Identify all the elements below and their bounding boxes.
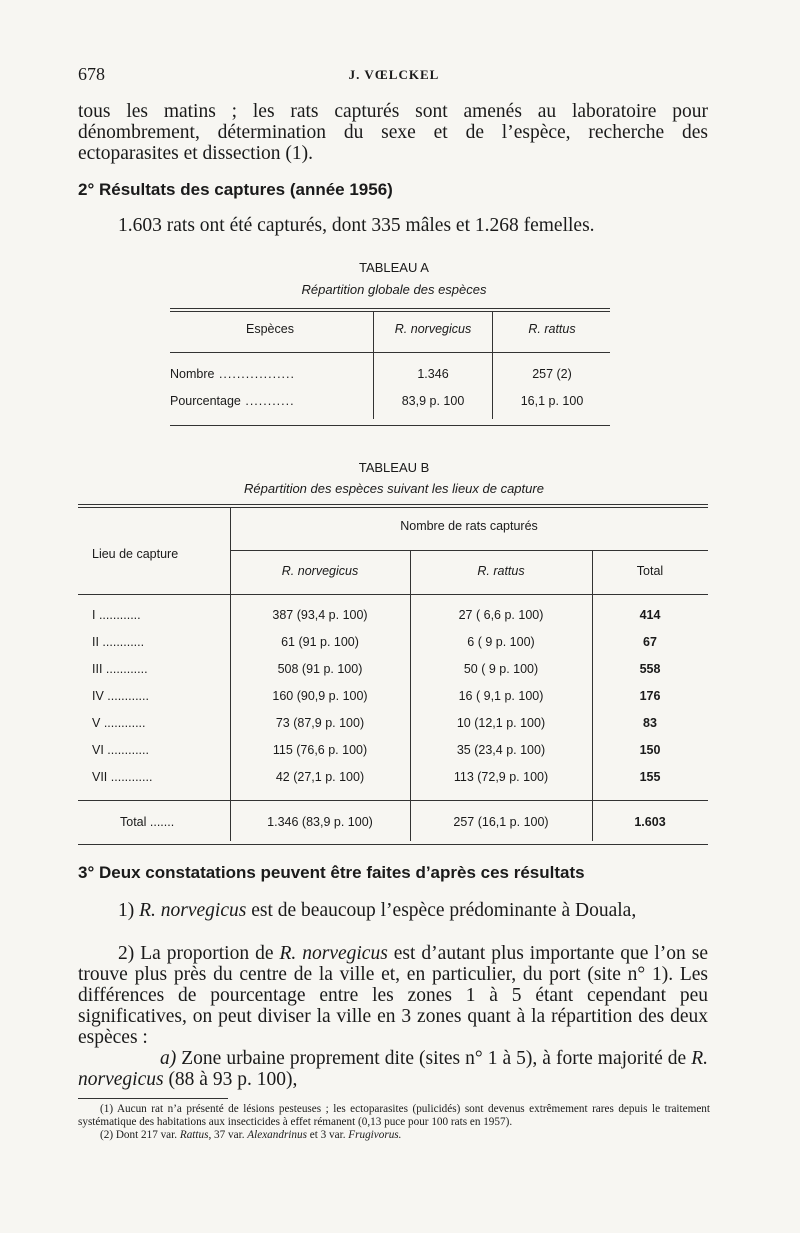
table-b-row-lieu-text: I [92, 608, 96, 622]
paragraph-a [78, 1048, 708, 1090]
page-number: 678 [78, 64, 105, 84]
pa-text-end: (88 à 93 p. 100), [163, 1069, 298, 1090]
table-b-total-label: Total ....... [120, 815, 175, 829]
table-a-cell: 16,1 p. 100 [520, 394, 584, 408]
table-a-rule-bottom [170, 425, 610, 426]
fn2-frugivorus: Frugivorus. [348, 1129, 402, 1141]
fn2-alexandrinus: Alexandrinus [247, 1129, 307, 1141]
table-b-cell-norvegicus: 387 (93,4 p. 100) [272, 608, 368, 622]
table-b-cell-total: 150 [639, 743, 661, 757]
table-a-rule-top2 [170, 311, 610, 312]
table-b-total-total: 1.603 [634, 815, 666, 829]
table-b-row-lieu-text: VI [92, 743, 104, 757]
table-b-title: TABLEAU B [358, 460, 430, 475]
table-a-rule-header [170, 352, 610, 353]
table-b-cell-rattus: 6 ( 9 p. 100) [467, 635, 535, 649]
p1-species: R. norvegicus [139, 900, 247, 921]
table-b-cell-norvegicus: 508 (91 p. 100) [277, 662, 363, 676]
p2-species: R. norvegicus [279, 943, 388, 964]
table-b-header-rattus: R. rattus [477, 564, 525, 578]
fn2-rattus: Rattus, [179, 1129, 212, 1141]
table-b [78, 504, 708, 849]
fn2-text-mid2: et 3 var. [306, 1129, 349, 1141]
table-b-rule-top [78, 504, 708, 505]
table-a-cell: 83,9 p. 100 [401, 394, 465, 408]
table-a-row-label [170, 394, 295, 408]
table-a [170, 308, 610, 430]
footnote-2 [78, 1129, 710, 1142]
table-b-cell-rattus: 10 (12,1 p. 100) [456, 716, 546, 730]
table-b-cell-total: 558 [639, 662, 661, 676]
table-a-title: TABLEAU A [359, 260, 429, 275]
fn2-text: (2) Dont 217 var. [100, 1129, 180, 1141]
p2-text-start: 2) La proportion de [118, 943, 280, 964]
table-a-cell: 1.346 [417, 367, 449, 381]
footnote-1: (1) Aucun rat n’a présenté de lésions pesteuses ; les ectoparasites (pulicidés) sont devenus extrêmement rares depuis le traitement systématique des habitations aux insecticides à effet rémanent (0,13 puce pour 100 rats en 1957). [78, 1103, 710, 1128]
table-b-row-lieu: III ............ [92, 662, 148, 676]
table-a-row-pourcentage-label: Pourcentage [170, 394, 241, 408]
table-b-row-lieu: IV ............ [92, 689, 149, 703]
table-b-cell-norvegicus: 115 (76,6 p. 100) [272, 743, 368, 757]
table-b-cell-rattus: 27 ( 6,6 p. 100) [458, 608, 544, 622]
section-heading-constatations: 3° Deux constatations peuvent être faites d’après ces résultats [78, 863, 585, 882]
table-b-row-lieu: I ............ [92, 608, 141, 622]
table-b-row-lieu-text: V [92, 716, 101, 730]
table-a-header-rattus: R. rattus [528, 322, 576, 336]
table-a-divider-2 [492, 311, 493, 419]
table-b-row-lieu-text: II [92, 635, 99, 649]
p1-text: est de beaucoup l’espèce prédominante à Douala, [246, 900, 637, 921]
table-b-cell-total: 414 [639, 608, 661, 622]
fn2-text-mid: 37 var. [211, 1129, 248, 1141]
table-b-rule-top2 [78, 507, 708, 508]
footnotes [78, 1103, 710, 1142]
table-b-row-lieu: VI ............ [92, 743, 149, 757]
pa-species: R. norvegicus [78, 1048, 708, 1090]
pa-marker: a) [160, 1048, 177, 1069]
table-b-header-total: Total [636, 564, 664, 578]
intro-paragraph: tous les matins ; les rats capturés sont amenés au laboratoire pour dénombrement, détermination du sexe et de l’espèce, recherche des ectoparasites et dissection (1). [78, 101, 708, 164]
table-b-rule-group [230, 550, 708, 551]
paragraph-1 [78, 900, 708, 921]
section-heading-results: 2° Résultats des captures (année 1956) [78, 180, 393, 199]
table-b-cell-rattus: 50 ( 9 p. 100) [463, 662, 539, 676]
table-b-subtitle: Répartition des espèces suivant les lieux de capture [244, 481, 544, 496]
table-b-cell-total: 67 [643, 635, 657, 649]
table-b-cell-rattus: 35 (23,4 p. 100) [456, 743, 546, 757]
table-b-row-lieu-text: III [92, 662, 103, 676]
table-a-header-especes: Espèces [246, 322, 294, 336]
table-b-cell-total: 83 [643, 716, 657, 730]
table-b-header-norvegicus: R. norvegicus [281, 564, 359, 578]
table-b-header-group: Nombre de rats capturés [400, 519, 538, 533]
table-b-header-lieu: Lieu de capture [92, 547, 179, 561]
page-header [78, 64, 710, 86]
pa-text-start: Zone urbaine proprement dite (sites n° 1 à 5), à forte majorité de [176, 1048, 692, 1069]
table-b-rule-header [78, 594, 708, 595]
table-b-row-lieu-text: VII [92, 770, 108, 784]
captures-summary: 1.603 rats ont été capturés, dont 335 mâles et 1.268 femelles. [118, 215, 595, 236]
table-a-rule-top [170, 308, 610, 309]
table-b-row-lieu: II ............ [92, 635, 145, 649]
p1-number: 1) [118, 900, 140, 921]
table-b-row-lieu: V ............ [92, 716, 146, 730]
running-head: J. VŒLCKEL [348, 67, 440, 82]
table-b-row-lieu: VII ............ [92, 770, 153, 784]
table-b-cell-total: 176 [639, 689, 661, 703]
table-b-cell-norvegicus: 160 (90,9 p. 100) [272, 689, 368, 703]
table-b-rule-bottom [78, 844, 708, 845]
table-a-row-label [170, 367, 295, 381]
table-a-header-norvegicus: R. norvegicus [394, 322, 472, 336]
table-b-total-norvegicus: 1.346 (83,9 p. 100) [267, 815, 373, 829]
table-a-divider-1 [373, 311, 374, 419]
table-a-cell: 257 (2) [532, 367, 572, 381]
table-b-cell-rattus: 113 (72,9 p. 100) [453, 770, 549, 784]
table-b-cell-total: 155 [639, 770, 661, 784]
footnote-rule [78, 1098, 228, 1099]
p2-text: est d’autant plus importante que l’on se trouve plus près du centre de la ville et, en particulier, du port (site n° 1). Les différences de pourcentage entre les zones 1 à 5 étant cependant peu significatives, on peut diviser la ville en 3 zones quant à la répartition des deux espèces : [78, 943, 708, 1048]
table-b-total-text: Total [120, 815, 147, 829]
table-b-cell-norvegicus: 61 (91 p. 100) [281, 635, 359, 649]
table-a-row-nombre-label: Nombre [170, 367, 215, 381]
table-b-rule-total [78, 800, 708, 801]
table-b-row-lieu-text: IV [92, 689, 104, 703]
table-b-cell-rattus: 16 ( 9,1 p. 100) [458, 689, 544, 703]
table-b-cell-norvegicus: 73 (87,9 p. 100) [275, 716, 365, 730]
table-a-subtitle: Répartition globale des espèces [301, 282, 487, 297]
paragraph-2 [78, 943, 708, 1048]
table-b-total-rattus: 257 (16,1 p. 100) [453, 815, 549, 829]
table-b-cell-norvegicus: 42 (27,1 p. 100) [275, 770, 365, 784]
